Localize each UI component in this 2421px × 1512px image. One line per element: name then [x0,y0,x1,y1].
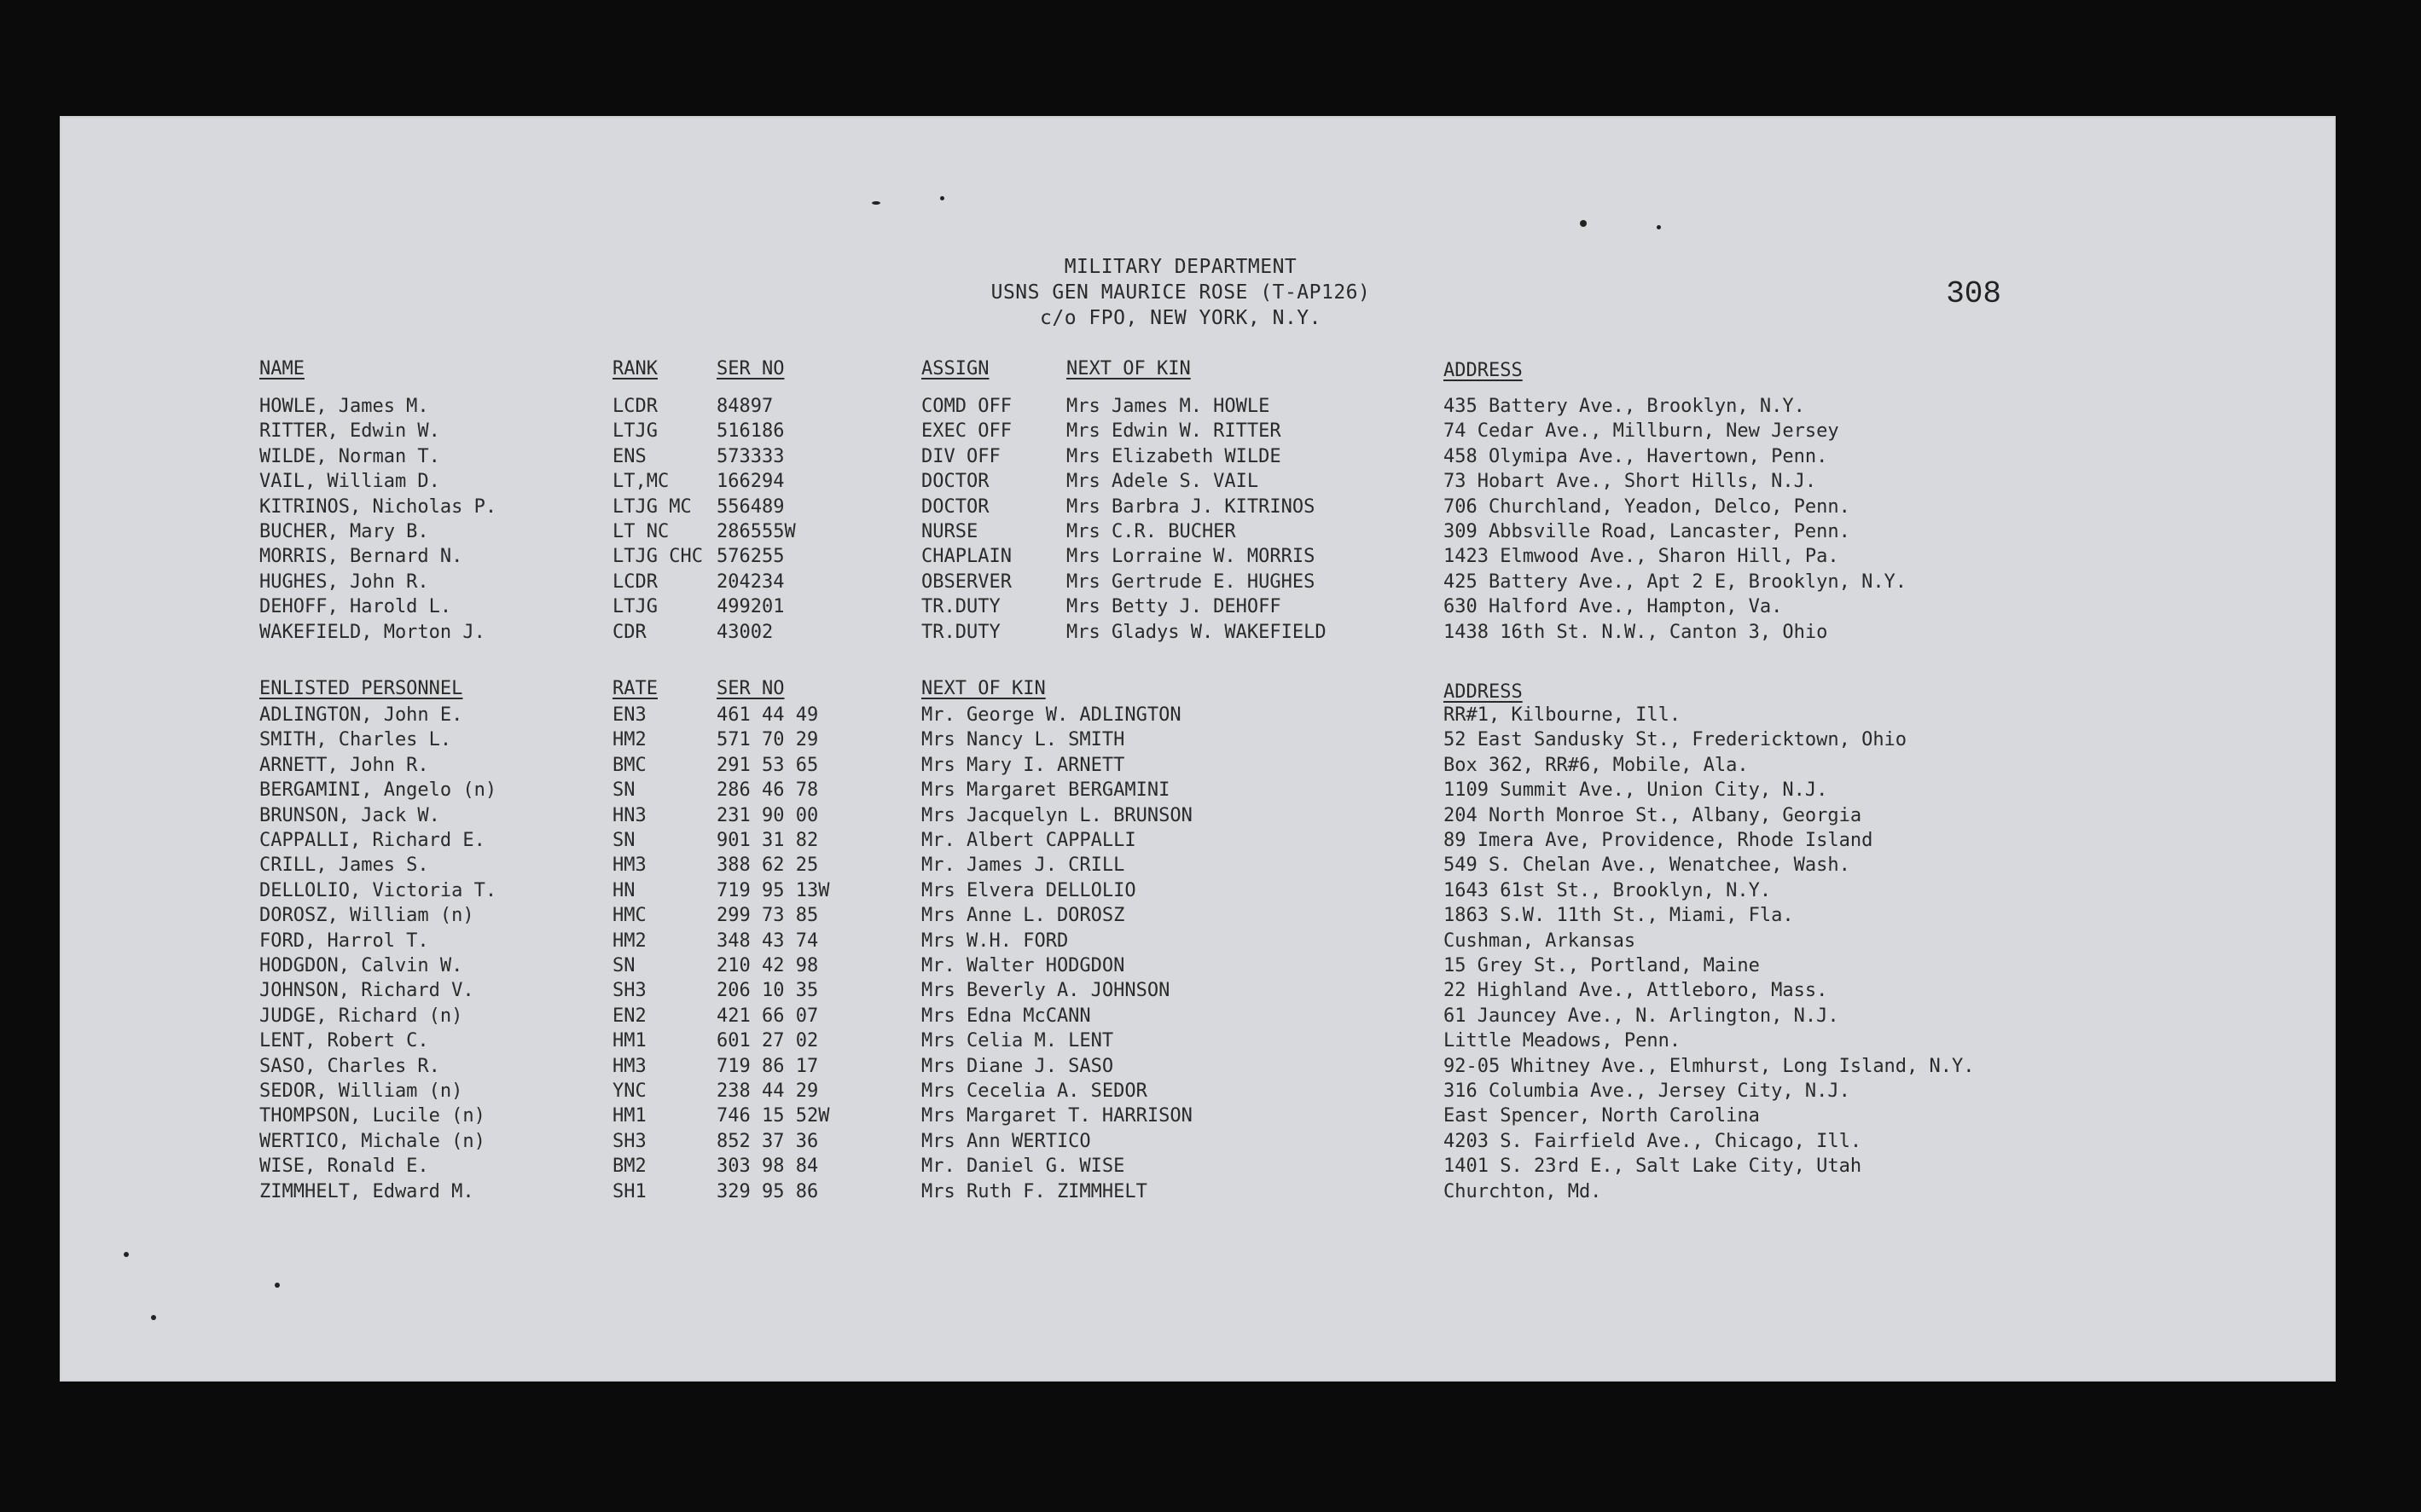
enlisted-address: 15 Grey St., Portland, Maine [1443,955,1760,976]
enlisted-next-of-kin: Mrs Anne L. DOROSZ [921,905,1125,927]
enlisted-ser-no: 901 31 82 [717,830,819,851]
enlisted-name: WISE, Ronald E. [259,1156,429,1178]
enlisted-next-of-kin: Mrs Margaret BERGAMINI [921,779,1170,802]
enlisted-rate: HN [613,879,636,901]
officer-ser-no: 204234 [717,571,785,593]
col-header-enlisted-next-of-kin: NEXT OF KIN [921,678,1046,699]
enlisted-next-of-kin: Mrs Margaret T. HARRISON [921,1105,1193,1127]
officer-next-of-kin: Mrs Lorraine W. MORRIS [1066,546,1315,568]
enlisted-next-of-kin: Mrs Cecelia A. SEDOR [921,1080,1147,1102]
col-header-enlisted: ENLISTED PERSONNEL [259,678,463,699]
table-row [61,803,2334,829]
paper-speck [1580,220,1587,227]
enlisted-next-of-kin: Mrs Jacquelyn L. BRUNSON [921,804,1193,826]
enlisted-ser-no: 348 43 74 [717,930,819,952]
col-header-enlisted-address: ADDRESS [1443,681,1523,703]
enlisted-ser-no: 571 70 29 [717,729,819,751]
enlisted-next-of-kin: Mrs Ann WERTICO [921,1130,1091,1152]
enlisted-address: Box 362, RR#6, Mobile, Ala. [1443,754,1749,776]
enlisted-rate: BMC [613,754,647,776]
col-header-next-of-kin: NEXT OF KIN [1066,358,1191,379]
enlisted-name: SMITH, Charles L. [259,729,452,751]
officer-ser-no: 573333 [717,445,785,467]
enlisted-name: DELLOLIO, Victoria T. [259,879,497,901]
officer-ser-no: 286555W [717,521,796,542]
officer-assignment: TR.DUTY [921,596,1001,618]
enlisted-address: 1643 61st St., Brooklyn, N.Y. [1443,879,1772,901]
officer-ser-no: 84897 [717,396,774,417]
officer-address: 309 Abbsville Road, Lancaster, Penn. [1443,521,1850,542]
officer-next-of-kin: Mrs Betty J. DEHOFF [1066,596,1281,618]
officer-assignment: CHAPLAIN [921,546,1012,568]
enlisted-rate: SN [613,830,636,851]
officer-ser-no: 43002 [717,621,774,643]
table-row [61,1079,2334,1104]
enlisted-ser-no: 206 10 35 [717,980,819,1002]
table-row [61,394,2334,420]
enlisted-address: 1863 S.W. 11th St., Miami, Fla. [1443,905,1794,927]
officer-next-of-kin: Mrs Edwin W. RITTER [1066,420,1281,443]
paper-speck [872,201,880,205]
table-row [61,878,2334,904]
enlisted-name: CAPPALLI, Richard E. [259,830,485,851]
enlisted-next-of-kin: Mr. Albert CAPPALLI [921,830,1136,851]
table-row [61,929,2334,954]
enlisted-rate: YNC [613,1080,647,1102]
enlisted-rate: HM2 [613,729,647,751]
table-row [61,1129,2334,1155]
enlisted-address: Churchton, Md. [1443,1180,1602,1202]
enlisted-ser-no: 601 27 02 [717,1030,819,1052]
table-row [61,953,2334,979]
enlisted-next-of-kin: Mr. Walter HODGDON [921,955,1125,976]
officer-rank: LTJG [613,420,658,443]
enlisted-ser-no: 719 86 17 [717,1055,819,1077]
table-row [61,753,2334,779]
enlisted-address: 1401 S. 23rd E., Salt Lake City, Utah [1443,1156,1862,1178]
officer-assignment: DOCTOR [921,471,990,493]
enlisted-name: JOHNSON, Richard V. [259,980,474,1002]
enlisted-name: ARNETT, John R. [259,754,429,776]
officer-next-of-kin: Mrs James M. HOWLE [1066,396,1270,417]
enlisted-next-of-kin: Mrs Edna McCANN [921,1005,1091,1027]
enlisted-rate: SH1 [613,1180,647,1202]
enlisted-address: 92-05 Whitney Ave., Elmhurst, Long Island, N.Y. [1443,1055,1975,1077]
table-row [61,1054,2334,1080]
enlisted-next-of-kin: Mrs Celia M. LENT [921,1030,1114,1052]
table-row [61,1179,2334,1205]
col-header-address: ADDRESS [1443,360,1523,381]
enlisted-ser-no: 719 95 13W [717,879,830,901]
enlisted-name: CRILL, James S. [259,854,429,877]
header-line-3: c/o FPO, NEW YORK, N.Y. [1040,307,1321,329]
officer-name: BUCHER, Mary B. [259,521,429,542]
enlisted-ser-no: 210 42 98 [717,955,819,976]
enlisted-address: East Spencer, North Carolina [1443,1105,1760,1127]
enlisted-name: BRUNSON, Jack W. [259,804,440,826]
enlisted-ser-no: 388 62 25 [717,854,819,877]
enlisted-name: THOMPSON, Lucile (n) [259,1105,485,1127]
enlisted-next-of-kin: Mrs Beverly A. JOHNSON [921,980,1170,1002]
enlisted-ser-no: 329 95 86 [717,1180,819,1202]
officer-name: WILDE, Norman T. [259,445,440,467]
table-row [61,828,2334,854]
table-row [61,1004,2334,1029]
enlisted-address: 549 S. Chelan Ave., Wenatchee, Wash. [1443,854,1850,877]
table-row [61,444,2334,470]
officer-next-of-kin: Mrs Gladys W. WAKEFIELD [1066,621,1327,643]
col-header-assign: ASSIGN [921,358,990,379]
enlisted-ser-no: 461 44 49 [717,704,819,726]
enlisted-name: FORD, Harrol T. [259,930,429,952]
document-page [61,118,2334,1380]
officer-name: HOWLE, James M. [259,396,429,417]
officer-address: 74 Cedar Ave., Millburn, New Jersey [1443,420,1839,443]
enlisted-name: JUDGE, Richard (n) [259,1005,463,1027]
table-row [61,544,2334,570]
paper-speck [151,1315,156,1320]
table-row [61,1154,2334,1179]
officer-rank: LTJG MC [613,495,692,518]
col-header-name: NAME [259,358,305,379]
officer-address: 73 Hobart Ave., Short Hills, N.J. [1443,471,1817,493]
enlisted-rate: EN3 [613,704,647,726]
officer-name: KITRINOS, Nicholas P. [259,495,497,518]
officer-rank: LCDR [613,571,658,593]
officer-name: RITTER, Edwin W. [259,420,440,443]
enlisted-rate: HM3 [613,1055,647,1077]
enlisted-name: BERGAMINI, Angelo (n) [259,779,497,802]
enlisted-address: 52 East Sandusky St., Fredericktown, Ohio [1443,729,1907,751]
table-row [61,469,2334,495]
officer-assignment: OBSERVER [921,571,1012,593]
enlisted-address: 204 North Monroe St., Albany, Georgia [1443,804,1862,826]
header-line-1: MILITARY DEPARTMENT [1064,256,1298,278]
table-row [61,419,2334,444]
enlisted-rate: SN [613,779,636,802]
enlisted-rate: SH3 [613,1130,647,1152]
officer-address: 435 Battery Ave., Brooklyn, N.Y. [1443,396,1805,417]
enlisted-next-of-kin: Mrs Ruth F. ZIMMHELT [921,1180,1147,1202]
enlisted-rate: HM1 [613,1030,647,1052]
officer-next-of-kin: Mrs Elizabeth WILDE [1066,445,1281,467]
enlisted-next-of-kin: Mrs Nancy L. SMITH [921,729,1125,751]
officer-ser-no: 576255 [717,546,785,568]
enlisted-rate: SN [613,955,636,976]
officer-address: 1423 Elmwood Ave., Sharon Hill, Pa. [1443,546,1839,568]
table-row [61,978,2334,1004]
enlisted-next-of-kin: Mrs Elvera DELLOLIO [921,879,1136,901]
enlisted-rate: HM3 [613,854,647,877]
col-header-rate: RATE [613,678,658,699]
enlisted-ser-no: 238 44 29 [717,1080,819,1102]
table-row [61,903,2334,929]
officer-rank: LCDR [613,396,658,417]
table-row [61,594,2334,620]
officer-ser-no: 556489 [717,495,785,518]
table-row [61,519,2334,545]
officer-name: DEHOFF, Harold L. [259,596,452,618]
enlisted-name: LENT, Robert C. [259,1030,429,1052]
table-row [61,778,2334,803]
table-row [61,1028,2334,1054]
enlisted-next-of-kin: Mr. George W. ADLINGTON [921,704,1181,726]
enlisted-next-of-kin: Mr. James J. CRILL [921,854,1125,877]
enlisted-name: ZIMMHELT, Edward M. [259,1180,474,1202]
officer-name: VAIL, William D. [259,471,440,493]
enlisted-address: Little Meadows, Penn. [1443,1030,1681,1052]
officer-assignment: TR.DUTY [921,621,1001,643]
enlisted-name: ADLINGTON, John E. [259,704,463,726]
enlisted-address: RR#1, Kilbourne, Ill. [1443,704,1681,726]
enlisted-next-of-kin: Mrs W.H. FORD [921,930,1069,952]
header-line-2: USNS GEN MAURICE ROSE (T-AP126) [990,281,1371,304]
enlisted-address: 89 Imera Ave, Providence, Rhode Island [1443,830,1873,851]
officer-next-of-kin: Mrs C.R. BUCHER [1066,521,1236,542]
officer-assignment: DOCTOR [921,495,990,518]
table-row [61,620,2334,646]
officer-address: 630 Halford Ave., Hampton, Va. [1443,596,1783,618]
paper-speck [124,1252,129,1257]
enlisted-ser-no: 286 46 78 [717,779,819,802]
table-row [61,570,2334,595]
enlisted-ser-no: 303 98 84 [717,1156,819,1178]
officer-next-of-kin: Mrs Barbra J. KITRINOS [1066,495,1315,518]
officer-name: HUGHES, John R. [259,571,429,593]
officer-next-of-kin: Mrs Gertrude E. HUGHES [1066,571,1315,593]
paper-speck [1657,225,1661,229]
officer-address: 458 Olymipa Ave., Havertown, Penn. [1443,445,1828,467]
enlisted-rate: EN2 [613,1005,647,1027]
col-header-enlisted-ser-no: SER NO [717,678,785,699]
enlisted-name: WERTICO, Michale (n) [259,1130,485,1152]
enlisted-next-of-kin: Mrs Mary I. ARNETT [921,754,1125,776]
enlisted-name: HODGDON, Calvin W. [259,955,463,976]
officer-rank: LT NC [613,521,670,542]
enlisted-ser-no: 291 53 65 [717,754,819,776]
enlisted-address: 61 Jauncey Ave., N. Arlington, N.J. [1443,1005,1839,1027]
officer-ser-no: 166294 [717,471,785,493]
col-header-ser-no: SER NO [717,358,785,379]
enlisted-name: SASO, Charles R. [259,1055,440,1077]
enlisted-name: DOROSZ, William (n) [259,905,474,927]
officer-assignment: COMD OFF [921,396,1012,417]
enlisted-address: 22 Highland Ave., Attleboro, Mass. [1443,980,1828,1002]
table-row [61,853,2334,878]
paper-speck [940,196,944,200]
enlisted-rate: BM2 [613,1156,647,1178]
page-number: 308 [1946,276,2001,311]
enlisted-ser-no: 299 73 85 [717,905,819,927]
enlisted-name: SEDOR, William (n) [259,1080,463,1102]
officer-rank: LTJG [613,596,658,618]
enlisted-next-of-kin: Mrs Diane J. SASO [921,1055,1114,1077]
enlisted-rate: HMC [613,905,647,927]
enlisted-address: 316 Columbia Ave., Jersey City, N.J. [1443,1080,1850,1102]
enlisted-rate: SH3 [613,980,647,1002]
officer-next-of-kin: Mrs Adele S. VAIL [1066,471,1259,493]
officer-address: 1438 16th St. N.W., Canton 3, Ohio [1443,621,1828,643]
enlisted-rate: HM2 [613,930,647,952]
enlisted-address: 1109 Summit Ave., Union City, N.J. [1443,779,1828,802]
officer-address: 706 Churchland, Yeadon, Delco, Penn. [1443,495,1850,518]
enlisted-ser-no: 421 66 07 [717,1005,819,1027]
officer-assignment: NURSE [921,521,978,542]
officer-name: WAKEFIELD, Morton J. [259,621,485,643]
table-row [61,495,2334,520]
officer-rank: CDR [613,621,647,643]
paper-speck [275,1283,280,1288]
enlisted-address: 4203 S. Fairfield Ave., Chicago, Ill. [1443,1130,1862,1152]
enlisted-rate: HN3 [613,804,647,826]
officer-address: 425 Battery Ave., Apt 2 E, Brooklyn, N.Y. [1443,571,1907,593]
table-row [61,1104,2334,1129]
enlisted-rate: HM1 [613,1105,647,1127]
officer-ser-no: 516186 [717,420,785,443]
officer-ser-no: 499201 [717,596,785,618]
enlisted-address: Cushman, Arkansas [1443,930,1636,952]
officer-rank: LT,MC [613,471,670,493]
enlisted-next-of-kin: Mr. Daniel G. WISE [921,1156,1125,1178]
officer-name: MORRIS, Bernard N. [259,546,463,568]
enlisted-ser-no: 231 90 00 [717,804,819,826]
table-row [61,703,2334,728]
col-header-rank: RANK [613,358,658,379]
officer-rank: ENS [613,445,647,467]
enlisted-ser-no: 746 15 52W [717,1105,830,1127]
officer-rank: LTJG CHC [613,546,703,568]
officer-assignment: EXEC OFF [921,420,1012,443]
enlisted-ser-no: 852 37 36 [717,1130,819,1152]
officer-assignment: DIV OFF [921,445,1001,467]
table-row [61,727,2334,753]
